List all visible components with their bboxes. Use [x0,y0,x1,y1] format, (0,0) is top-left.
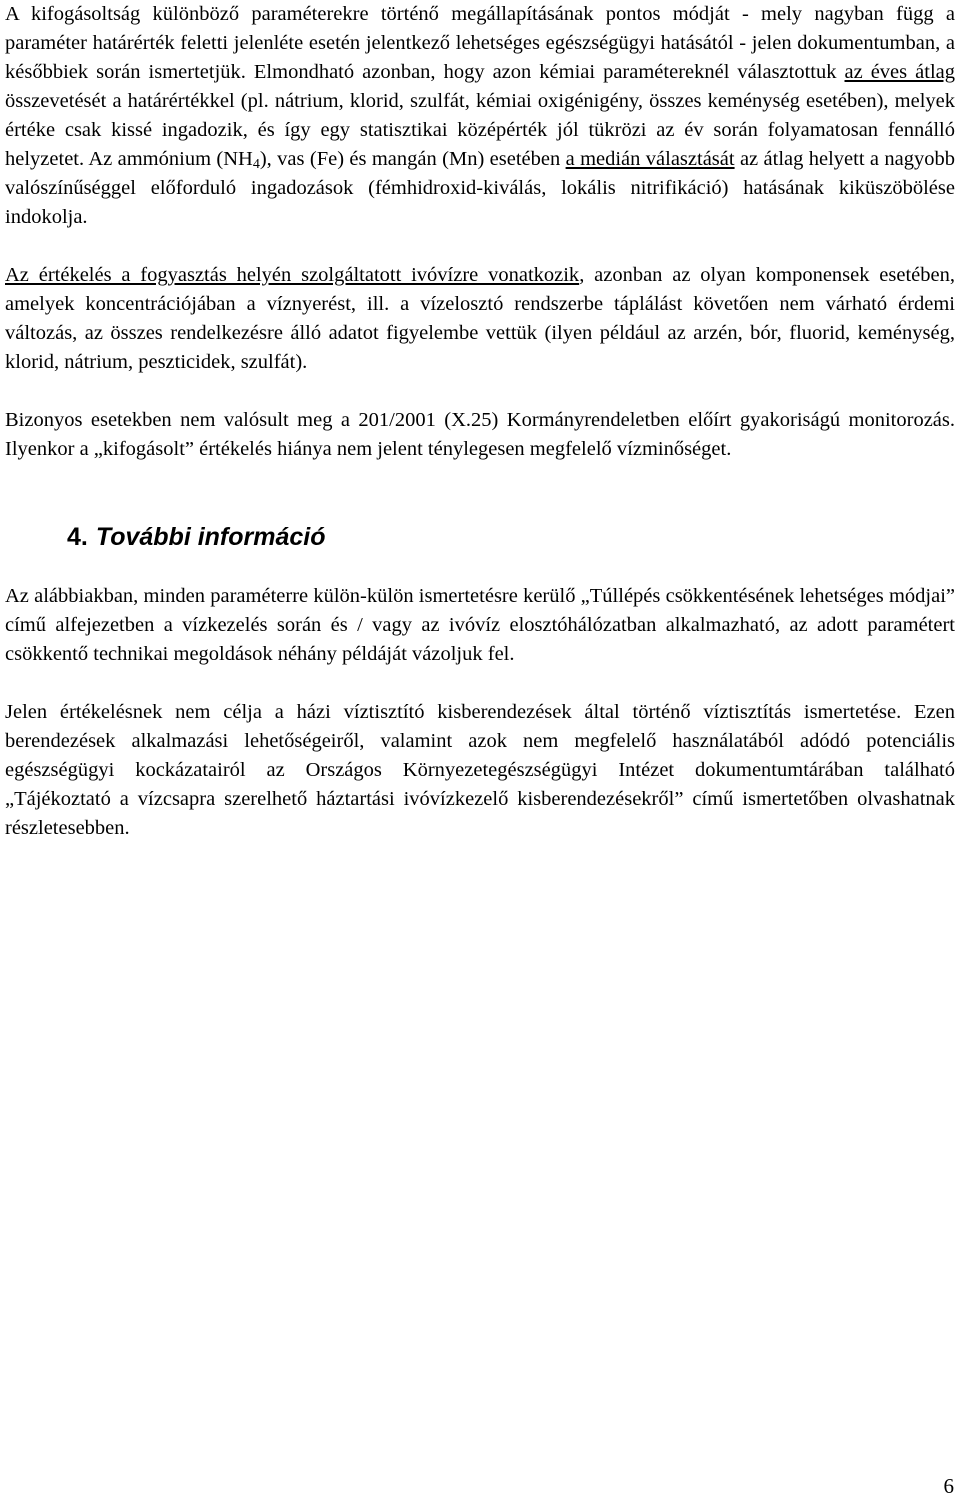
underlined-phrase: Az értékelés a fogyasztás helyén szolgáltatott ivóvízre vonatkozik [5,264,580,286]
underlined-phrase: a medián választását [565,148,735,170]
document-page [5,0,955,843]
text-span: az átlag helyett a nagyobb valószínűséggel előforduló ingadozások (fémhidroxid-kiválás, lokális nitrifikáció) hatásának kiküszöbölése indokolja. [5,148,955,228]
paragraph-household-devices: Jelen értékelésnek nem célja a házi víztisztító kisberendezések által történő víztisztítás ismertetése. Ezen berendezések alkalmazási lehetőségeiről, valamint azok nem megfelelő használatából adódó potenciális egészségügyi kockázatairól az Országos Környezetegészségügyi Intézet dokumentumtárában található „Tájékoztató a vízcsapra szerelhető háztartási ivóvízkezelő kisberendezésekről” című ismertetőben olvashatnak részletesebben. [5,701,955,839]
paragraph-reduction-methods: Az alábbiakban, minden paraméterre külön-külön ismertetésre kerülő „Túllépés csökkentésének lehetséges módjai” című alfejezetben a vízkezelés során és / vagy az ivóvíz elosztóhálózatban alkalmazható, az adott paramétert csökkentő technikai megoldások néhány példáját vázoljuk fel. [5,585,955,665]
paragraph-consumption-point [5,261,955,377]
section-title: További információ [95,523,326,551]
text-span: ), vas (Fe) és mangán (Mn) esetében [259,148,566,170]
page-number: 6 [943,1474,954,1498]
paragraph-evaluation-method [5,0,955,232]
text-span: , azonban az olyan komponensek esetében, amelyek koncentrációjában a víznyerést, ill. a vízelosztó rendszerbe táplálást követően nem várható érdemi változás, az összes rendelkezésre álló adatot figyelembe vettük (ilyen például az arzén, bór, fluorid, keménység, klorid, nátrium, peszticidek, szulfát). [5,264,955,373]
section-number: 4. [67,523,88,551]
text-span: A kifogásoltság különböző paraméterekre történő megállapításának pontos módját - mely nagyban függ a paraméter határérték feletti jelenléte esetén jelentkező lehetséges egészségügyi hatásától - jelen dokumentumban, a későbbiek során ismertetjük. Elmondható azonban, hogy azon kémiai paramétereknél választottuk [5,3,955,83]
text-span: összevetését a határértékkel (pl. nátrium, klorid, szulfát, kémiai oxigénigény, összes keménység esetében), melyek értéke csak kissé ingadozik, és így egy statisztikai középérték jól tükrözi az év során folyamatosan fennálló helyzetet. Az ammónium (NH [5,90,955,170]
section-heading [67,522,955,552]
paragraph-monitoring: Bizonyos esetekben nem valósult meg a 201/2001 (X.25) Kormányrendeletben előírt gyakoriságú monitorozás. Ilyenkor a „kifogásolt” értékelés hiánya nem jelent ténylegesen megfelelő vízminőséget. [5,409,955,460]
subscript: 4 [252,157,260,172]
underlined-phrase: az éves átlag [844,61,955,83]
